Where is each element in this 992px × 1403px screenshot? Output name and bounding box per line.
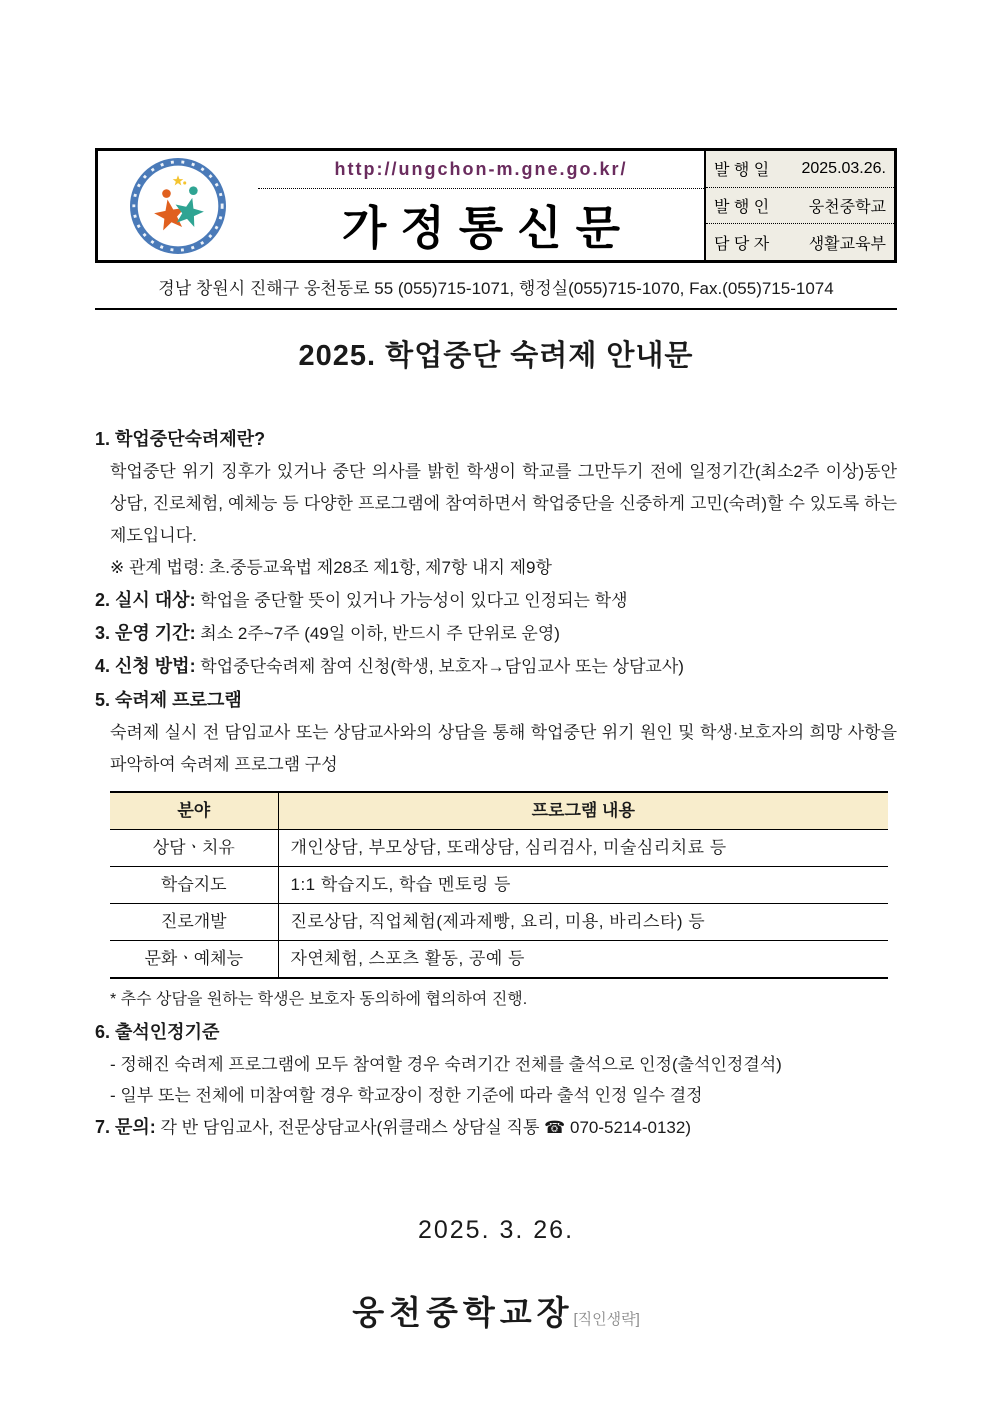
masthead [95, 148, 897, 263]
table-header-category: 분야 [110, 792, 278, 830]
manager-value: 생활교육부 [808, 235, 886, 253]
signature-block [95, 1287, 897, 1334]
manager-row [706, 223, 894, 260]
seal-omitted-note: [직인생략] [573, 1311, 640, 1328]
program-table [110, 791, 888, 979]
section-2-text: 학업을 중단할 뜻이 있거나 가능성이 있다고 인정되는 학생 [200, 591, 628, 610]
section-2-label: 2. 실시 대상: [95, 590, 196, 610]
table-row [110, 904, 888, 941]
table-cell-content: 개인상담, 부모상담, 또래상담, 심리검사, 미술심리치료 등 [278, 830, 888, 867]
table-cell-category: 학습지도 [110, 867, 278, 904]
table-header-row [110, 792, 888, 830]
section-5-heading: 5. 숙려제 프로그램 [95, 690, 242, 710]
section-4-label: 4. 신청 방법: [95, 656, 196, 676]
table-footnote: * 추수 상담을 원하는 학생은 보호자 동의하에 협의하여 진행. [110, 991, 528, 1008]
table-row [110, 867, 888, 904]
table-cell-category: 문화ㆍ예체능 [110, 941, 278, 979]
publication-info-panel [706, 151, 894, 260]
publication-date-label: 발 행 일 [714, 162, 770, 180]
document-body [95, 422, 897, 1144]
section-6-item: - 정해진 숙려제 프로그램에 모두 참여할 경우 숙려기간 전체를 출석으로 인정(출석인정결석) [110, 1055, 782, 1074]
header-divider [95, 308, 897, 310]
section-1-body: 학업중단 위기 징후가 있거나 중단 의사를 밝힌 학생이 학교를 그만두기 전에 일정기간(최소2주 이상)동안 상담, 진로체험, 예체능 등 다양한 프로그램에 참여하면서 학업중단을 신중하게 고민(숙려)할 수 있도록 하는 제도입니다. [110, 462, 897, 545]
section-6-heading: 6. 출석인정기준 [95, 1022, 220, 1042]
table-row [110, 830, 888, 867]
section-1-heading: 1. 학업중단숙려제란? [95, 429, 266, 449]
school-logo [98, 151, 258, 260]
school-emblem-icon [130, 158, 226, 254]
publication-date-value: 2025.03.26. [801, 159, 886, 177]
document-type-title: 가정통신문 [341, 201, 635, 254]
section-2 [95, 584, 897, 617]
table-header-content: 프로그램 내용 [278, 792, 888, 830]
issue-date: 2025. 3. 26. [417, 1216, 575, 1244]
section-7-text: 각 반 담임교사, 전문상담교사(위클래스 상담실 직통 ☎ 070-5214-0132) [160, 1118, 691, 1137]
page-title: 2025. 학업중단 숙려제 안내문 [298, 340, 694, 372]
publisher-row [706, 187, 894, 224]
section-5-body: 숙려제 실시 전 담임교사 또는 상담교사와의 상담을 통해 학업중단 위기 원인 및 학생·보호자의 희망 사항을 파악하여 숙려제 프로그램 구성 [110, 723, 897, 774]
table-cell-content: 진로상담, 직업체험(제과제빵, 요리, 미용, 바리스타) 등 [278, 904, 888, 941]
section-3 [95, 617, 897, 650]
section-3-text: 최소 2주~7주 (49일 이하, 반드시 주 단위로 운영) [200, 624, 560, 643]
manager-label: 담 당 자 [714, 235, 770, 253]
publisher-value: 웅천중학교 [808, 199, 886, 216]
school-website-url: http://ungchon-m.gne.go.kr/ [258, 151, 704, 189]
table-cell-category: 진로개발 [110, 904, 278, 941]
section-1-legal-note: ※ 관계 법령: 초.중등교육법 제28조 제1항, 제7항 내지 제9항 [110, 558, 552, 577]
table-cell-category: 상담ㆍ치유 [110, 830, 278, 867]
section-7-label: 7. 문의: [95, 1117, 156, 1137]
publisher-label: 발 행 인 [714, 199, 770, 216]
table-cell-content: 1:1 학습지도, 학습 멘토링 등 [278, 867, 888, 904]
publication-date-row [706, 151, 894, 187]
table-cell-content: 자연체험, 스포츠 활동, 공예 등 [278, 941, 888, 979]
section-4 [95, 650, 897, 683]
school-address: 경남 창원시 진해구 웅천동로 55 (055)715-1071, 행정실(055)715-1070, Fax.(055)715-1074 [158, 279, 834, 298]
section-6-item: - 일부 또는 전체에 미참여할 경우 학교장이 정한 기준에 따라 출석 인정 일수 결정 [110, 1086, 703, 1105]
table-row [110, 941, 888, 979]
principal-signature: 웅천중학교장 [352, 1294, 574, 1331]
section-3-label: 3. 운영 기간: [95, 623, 196, 643]
masthead-center [258, 151, 706, 260]
section-7 [95, 1111, 897, 1144]
section-4-text: 학업중단숙려제 참여 신청(학생, 보호자→담임교사 또는 상담교사) [200, 657, 684, 676]
